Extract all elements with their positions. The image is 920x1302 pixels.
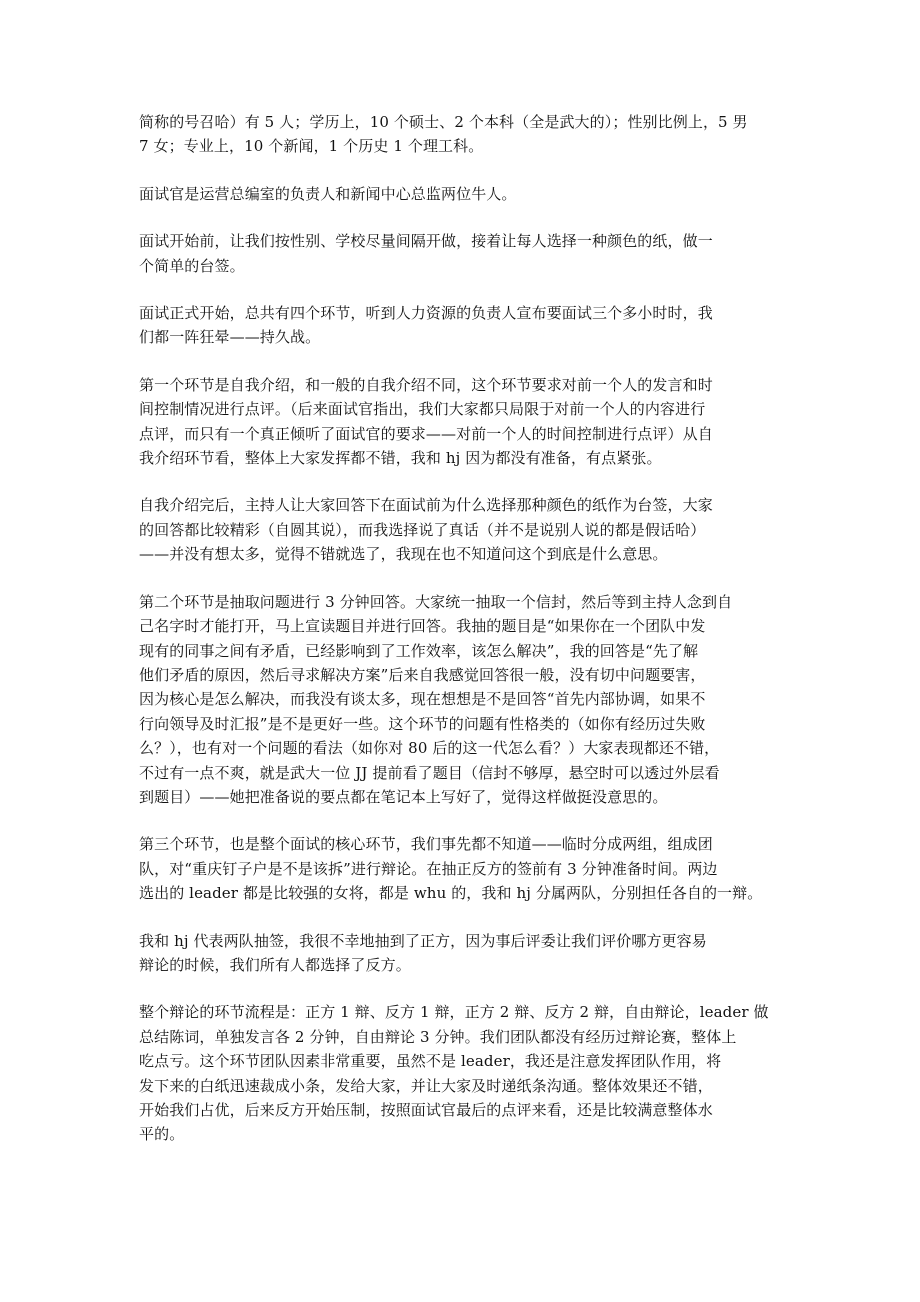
text-line: 到题目）——她把准备说的要点都在笔记本上写好了，觉得这样做挺没意思的。 xyxy=(139,787,668,806)
text-line: 们都一阵狂晕——持久战。 xyxy=(139,328,321,347)
text-line: 间控制情况进行点评。（后来面试官指出，我们大家都只局限于对前一个人的内容进行 xyxy=(139,400,706,419)
text-line: 吃点亏。这个环节团队因素非常重要，虽然不是 leader，我还是注意发挥团队作用，将 xyxy=(139,1052,722,1071)
text-line: 发下来的白纸迅速裁成小条，发给大家，并让大家及时递纸条沟通。整体效果还不错， xyxy=(139,1076,713,1095)
text-line: 平的。 xyxy=(139,1125,185,1144)
text-line: 第二个环节是抽取问题进行 3 分钟回答。大家统一抽取一个信封，然后等到主持人念到自 xyxy=(139,592,733,611)
paragraph-debate-flow xyxy=(139,1000,779,1146)
text-line: 点评，而只有一个真正倾听了面试官的要求——对前一个人的时间控制进行点评）从自 xyxy=(139,424,713,443)
paragraph-interviewers xyxy=(139,182,779,206)
paragraph-color-question xyxy=(139,493,779,566)
paragraph-before-interview xyxy=(139,229,779,278)
paragraph-applicants xyxy=(139,110,779,159)
text-line: 么？），也有对一个问题的看法（如你对 80 后的这一代怎么看？）大家表现都还不错， xyxy=(139,739,720,758)
text-line: ——并没有想太多，觉得不错就选了，我现在也不知道问这个到底是什么意思。 xyxy=(139,545,668,564)
text-line: 开始我们占优，后来反方开始压制，按照面试官最后的点评来看，还是比较满意整体水 xyxy=(139,1101,713,1119)
text-line: 现有的同事之间有矛盾，已经影响到了工作效率，该怎么解决”，我的回答是“先了解 xyxy=(139,641,699,660)
text-line: 面试官是运营总编室的负责人和新闻中心总监两位牛人。 xyxy=(139,184,517,203)
paragraph-round-one xyxy=(139,373,779,471)
text-line: 队，对“重庆钉子户是不是该拆”进行辩论。在抽正反方的签前有 3 分钟准备时间。两边 xyxy=(139,859,718,878)
text-line: 的回答都比较精彩（自圆其说），而我选择说了真话（并不是说别人说的都是假话哈） xyxy=(139,520,706,539)
text-line: 己名字时才能打开，马上宣读题目并进行回答。我抽的题目是“如果你在一个团队中发 xyxy=(139,617,706,636)
text-line: 自我介绍完后，主持人让大家回答下在面试前为什么选择那种颜色的纸作为台签，大家 xyxy=(139,496,713,515)
paragraph-draw-lots xyxy=(139,929,779,978)
text-line: 7 女；专业上，10 个新闻，1 个历史 1 个理工科。 xyxy=(139,137,484,156)
paragraph-round-three xyxy=(139,832,779,905)
text-line: 不过有一点不爽，就是武大一位 JJ 提前看了题目（信封不够厚，悬空时可以透过外层看 xyxy=(139,763,720,782)
text-line: 辩论的时候，我们所有人都选择了反方。 xyxy=(139,955,411,974)
text-line: 我和 hj 代表两队抽签，我很不幸地抽到了正方，因为事后评委让我们评价哪方更容易 xyxy=(139,931,707,950)
paragraph-interview-start xyxy=(139,301,779,350)
text-line: 整个辩论的环节流程是：正方 1 辩、反方 1 辩，正方 2 辩、反方 2 辩，自由辩论，leader 做 xyxy=(139,1003,769,1022)
text-line: 他们矛盾的原因，然后寻求解决方案”后来自我感觉回答很一般，没有切中问题要害， xyxy=(139,665,706,684)
text-line: 行向领导及时汇报”是不是更好一些。这个环节的问题有性格类的（如你有经历过失败 xyxy=(139,714,706,733)
text-line: 我介绍环节看，整体上大家发挥都不错，我和 hj 因为都没有准备，有点紧张。 xyxy=(139,449,662,468)
document-body xyxy=(139,110,779,1170)
text-line: 简称的号召哈）有 5 人；学历上，10 个硕士、2 个本科（全是武大的）；性别比例上，5 男 xyxy=(139,113,748,131)
paragraph-round-two xyxy=(139,590,779,810)
text-line: 第三个环节，也是整个面试的核心环节，我们事先都不知道——临时分成两组，组成团 xyxy=(139,835,713,854)
text-line: 面试开始前，让我们按性别、学校尽量间隔开做，接着让每人选择一种颜色的纸，做一 xyxy=(139,232,713,251)
text-line: 个简单的台签。 xyxy=(139,256,245,275)
text-line: 总结陈词，单独发言各 2 分钟，自由辩论 3 分钟。我们团队都没有经历过辩论赛，整体上 xyxy=(139,1027,737,1046)
text-line: 选出的 leader 都是比较强的女将，都是 whu 的，我和 hj 分属两队，分别担任各自的一辩。 xyxy=(139,884,763,903)
text-line: 面试正式开始，总共有四个环节，听到人力资源的负责人宣布要面试三个多小时时，我 xyxy=(139,304,713,323)
text-line: 因为核心是怎么解决，而我没有谈太多，现在想想是不是回答“首先内部协调，如果不 xyxy=(139,690,706,709)
text-line: 第一个环节是自我介绍，和一般的自我介绍不同，这个环节要求对前一个人的发言和时 xyxy=(139,375,713,394)
